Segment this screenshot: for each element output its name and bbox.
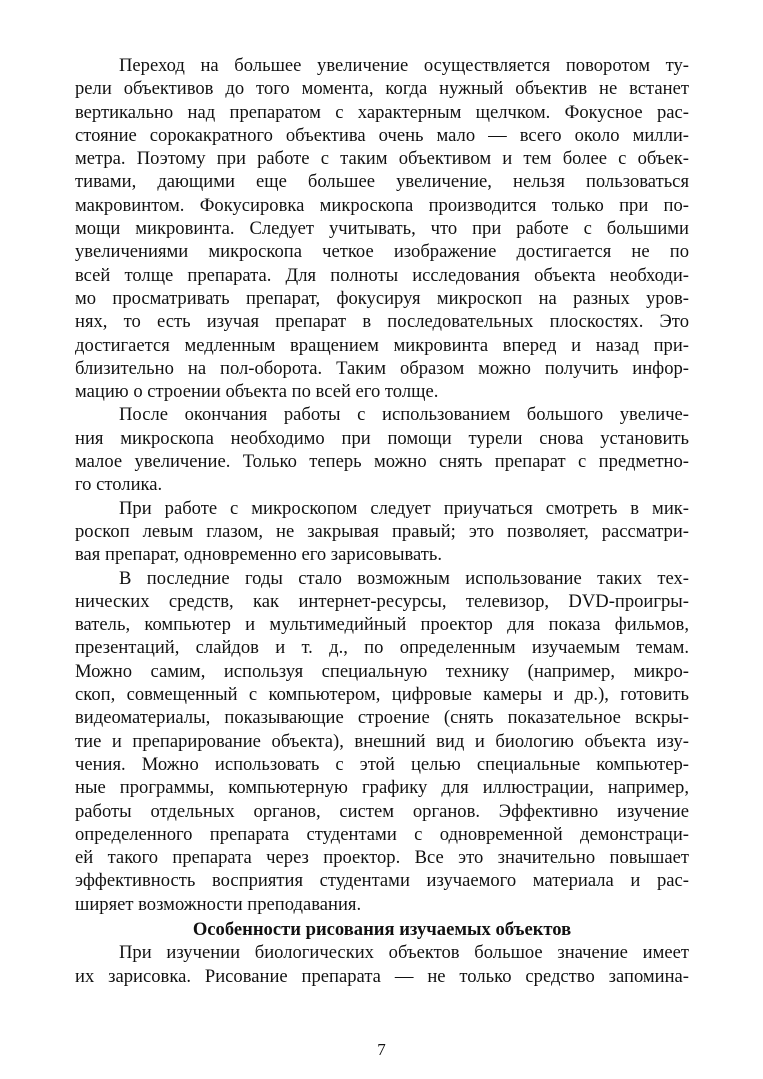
text-line: При работе с микроскопом следует приучаться смотреть в мик- <box>119 497 689 519</box>
paragraph-objective-switching <box>75 54 689 403</box>
text-line: малое увеличение. Только теперь можно снять препарат с предметно- <box>75 451 689 473</box>
text-line: мацию о строении объекта по всей его толще. <box>75 381 439 403</box>
text-line: Переход на большее увеличение осуществляется поворотом ту- <box>119 55 689 76</box>
text-line: мощи микровинта. Следует учитывать, что при работе с большими <box>75 218 689 240</box>
text-line: близительно на пол-оборота. Таким образом можно получить инфор- <box>75 357 689 379</box>
text-line: мо просматривать препарат, фокусируя микроскоп на разных уров- <box>75 287 689 309</box>
document-page <box>75 54 689 988</box>
text-line: эффективность восприятия студентами изучаемого материала и рас- <box>75 870 689 892</box>
text-line: ватель, компьютер и мультимедийный проектор для показа фильмов, <box>75 614 689 636</box>
text-line: При изучении биологических объектов большое значение имеет <box>119 942 689 964</box>
text-line: го столика. <box>75 474 163 496</box>
text-line: презентаций, слайдов и т. д., по определенным изучаемым темам. <box>75 637 689 659</box>
text-line: работы отдельных органов, систем органов. Эффективно изучение <box>75 800 689 822</box>
text-line: метра. Поэтому при работе с таким объективом и тем более с объек- <box>75 148 689 170</box>
text-line: нях, то есть изучая препарат в последовательных плоскостях. Это <box>75 311 689 333</box>
text-line: определенного препарата студентами с одновременной демонстраци- <box>75 823 689 845</box>
paragraph-drawing-intro <box>75 941 689 988</box>
text-line: увеличениями микроскопа четкое изображение достигается не по <box>75 241 689 263</box>
page-number: 7 <box>377 1040 386 1059</box>
text-line: стояние сорокакратного объектива очень мало — всего около милли- <box>75 124 689 146</box>
text-line: скоп, совмещенный с компьютером, цифровые камеры и др.), готовить <box>75 684 689 706</box>
text-line: ей такого препарата через проектор. Все это значительно повышает <box>75 847 689 869</box>
text-line: ширяет возможности преподавания. <box>75 893 362 915</box>
text-line: их зарисовка. Рисование препарата — не только средство запомина- <box>75 965 689 987</box>
text-line: тивами, дающими еще большее увеличение, нельзя пользоваться <box>75 171 689 193</box>
text-line: чения. Можно использовать с этой целью специальные компьютер- <box>75 753 689 775</box>
text-line: тие и препарирование объекта), внешний вид и биологию объекта изу- <box>75 730 689 752</box>
text-line: После окончания работы с использованием большого увеличе- <box>119 404 689 426</box>
section-heading: Особенности рисования изучаемых объектов <box>192 918 572 940</box>
text-line: Можно самим, используя специальную технику (например, микро- <box>75 660 689 682</box>
text-line: вая препарат, одновременно его зарисовывать. <box>75 544 443 566</box>
text-line: достигается медленным вращением микровинта вперед и назад при- <box>75 334 689 356</box>
text-line: рели объективов до того момента, когда нужный объектив не встанет <box>75 78 689 100</box>
paragraph-technical-means <box>75 567 689 916</box>
paragraph-left-eye <box>75 497 689 567</box>
text-line: роскоп левым глазом, не закрывая правый; это позволяет, рассматри- <box>75 520 689 542</box>
text-line: В последние годы стало возможным использование таких тех- <box>119 567 689 589</box>
text-line: ные программы, компьютерную графику для иллюстрации, например, <box>75 777 689 799</box>
text-line: всей толще препарата. Для полноты исследования объекта необходи- <box>75 264 689 286</box>
text-line: видеоматериалы, показывающие строение (снять показательное вскры- <box>75 707 689 729</box>
text-line: макровинтом. Фокусировка микроскопа производится только при по- <box>75 194 689 216</box>
paragraph-after-work <box>75 403 689 496</box>
text-line: вертикально над препаратом с характерным щелчком. Фокусное рас- <box>75 101 689 123</box>
text-line: ния микроскопа необходимо при помощи турели снова установить <box>75 427 689 449</box>
text-line: нических средств, как интернет-ресурсы, телевизор, DVD-проигры- <box>75 590 689 612</box>
